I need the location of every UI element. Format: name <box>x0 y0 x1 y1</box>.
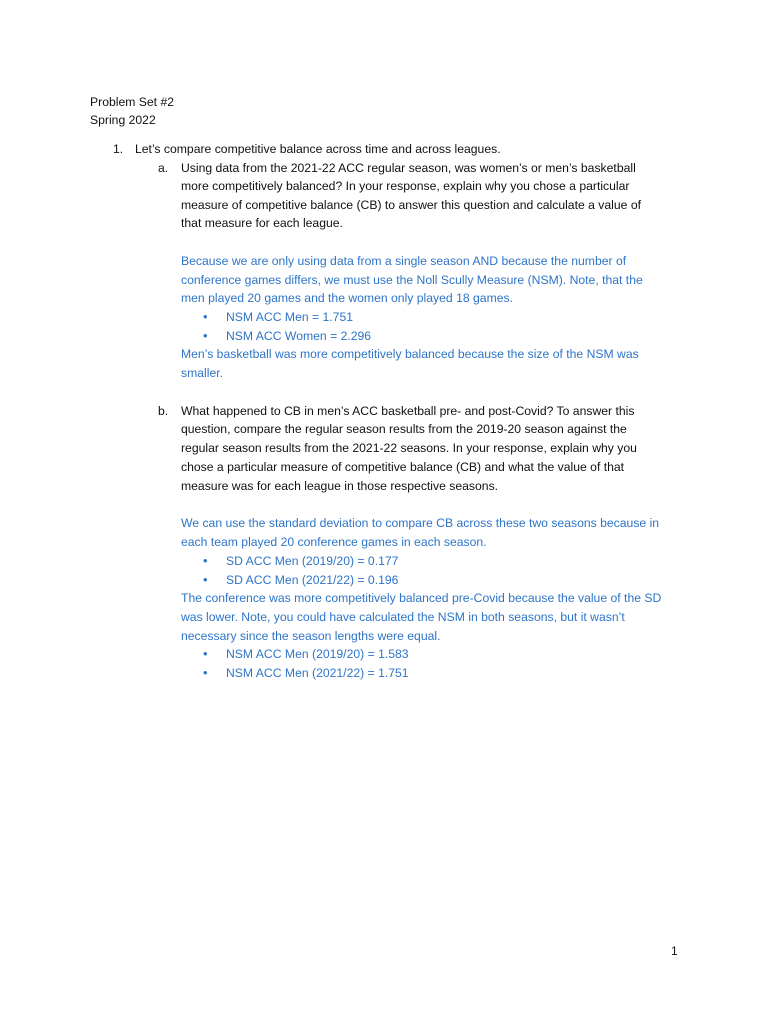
part-a-question-line: Using data from the 2021-22 ACC regular season, was women’s or men’s basketball <box>181 161 636 175</box>
question-number: 1. <box>113 142 124 156</box>
part-a-answer-line: men played 20 games and the women only played 18 games. <box>181 291 513 305</box>
document-term: Spring 2022 <box>90 113 156 127</box>
part-a-question-line: that measure for each league. <box>181 216 343 230</box>
bullet-icon: • <box>203 572 208 587</box>
question-text: Let’s compare competitive balance across time and across leagues. <box>135 142 501 156</box>
part-a-conclusion-line: smaller. <box>181 366 223 380</box>
part-b-conclusion-line: necessary since the season lengths were equal. <box>181 629 441 643</box>
part-b-question-line: chose a particular measure of competitive balance (CB) and what the value of that <box>181 460 625 474</box>
part-b-conclusion-line: was lower. Note, you could have calculated the NSM in both seasons, but it wasn’t <box>181 610 625 624</box>
bullet-icon: • <box>203 665 208 680</box>
part-b-answer-line: We can use the standard deviation to compare CB across these two seasons because in <box>181 516 660 530</box>
document-title: Problem Set #2 <box>90 95 175 109</box>
part-b-question-line: question, compare the regular season results from the 2019-20 season against the <box>181 422 627 436</box>
part-b-nsm-bullet: NSM ACC Men (2019/20) = 1.583 <box>226 647 409 661</box>
part-b-question-line: What happened to CB in men’s ACC basketball pre- and post-Covid? To answer this <box>181 404 635 418</box>
bullet-icon: • <box>203 646 208 661</box>
part-a-conclusion-line: Men’s basketball was more competitively balanced because the size of the NSM was <box>181 347 639 361</box>
bullet-icon: • <box>203 328 208 343</box>
part-a-question-line: more competitively balanced? In your response, explain why you chose a particular <box>181 179 630 193</box>
bullet-icon: • <box>203 309 208 324</box>
part-a-letter: a. <box>158 161 169 175</box>
part-b-letter: b. <box>158 404 169 418</box>
part-a-answer-line: conference games differs, we must use the Noll Scully Measure (NSM). Note, that the <box>181 273 643 287</box>
part-b-conclusion-line: The conference was more competitively balanced pre-Covid because the value of the SD <box>181 591 662 605</box>
part-a-bullet: NSM ACC Women = 2.296 <box>226 329 372 343</box>
bullet-icon: • <box>203 553 208 568</box>
part-a-question-line: measure of competitive balance (CB) to answer this question and calculate a value of <box>181 198 641 212</box>
part-a-answer-line: Because we are only using data from a single season AND because the number of <box>181 254 627 268</box>
part-b-sd-bullet: SD ACC Men (2021/22) = 0.196 <box>226 573 399 587</box>
part-a-bullet: NSM ACC Men = 1.751 <box>226 310 354 324</box>
part-b-question-line: regular season results from the 2021-22 seasons. In your response, explain why you <box>181 441 637 455</box>
part-b-nsm-bullet: NSM ACC Men (2021/22) = 1.751 <box>226 666 409 680</box>
part-b-answer-line: each team played 20 conference games in each season. <box>181 535 487 549</box>
part-b-sd-bullet: SD ACC Men (2019/20) = 0.177 <box>226 554 399 568</box>
part-b-question-line: measure was for each league in those respective seasons. <box>181 479 499 493</box>
page-number: 1 <box>671 944 678 958</box>
